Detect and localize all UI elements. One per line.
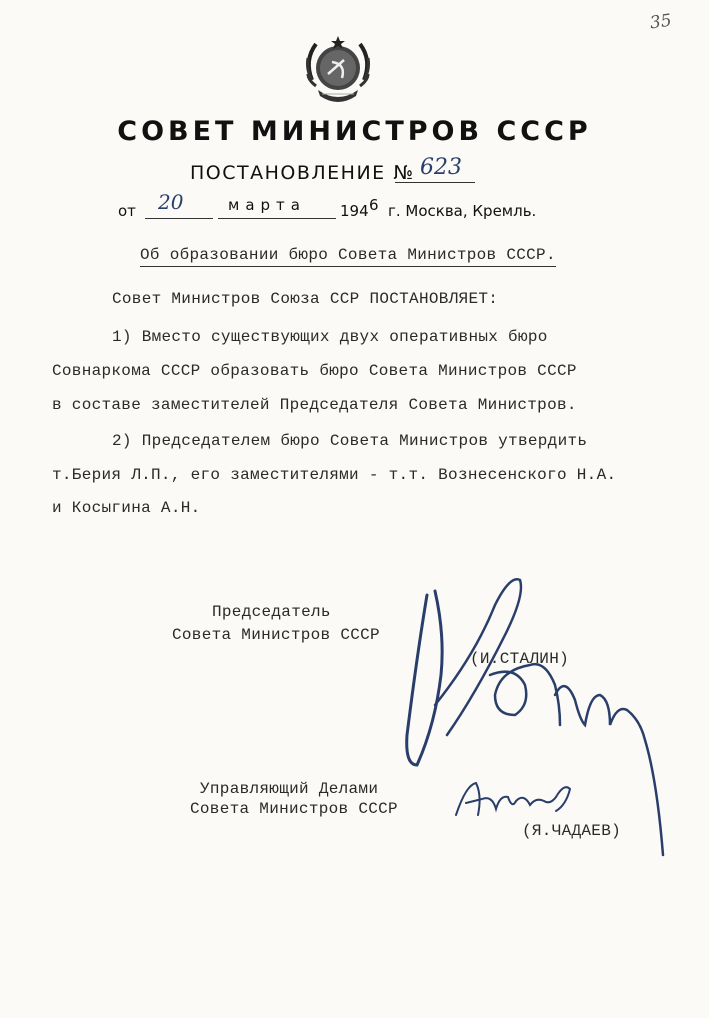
decree-number-line	[395, 182, 475, 183]
manager-title-line2: Совета Министров СССР	[190, 800, 398, 818]
document-title: СОВЕТ МИНИСТРОВ СССР	[117, 116, 592, 147]
heading: Об образовании бюро Совета Министров СССР.	[140, 246, 556, 267]
chair-name: (И.СТАЛИН)	[470, 650, 570, 668]
item2-line2: т.Берия Л.П., его заместителями - т.т. Вознесенского Н.А.	[52, 466, 617, 484]
date-day-line	[145, 218, 213, 219]
date-month: марта	[228, 196, 306, 214]
stalin-signature-icon	[395, 565, 685, 865]
chair-title-line2: Совета Министров СССР	[172, 626, 380, 644]
decree-label: ПОСТАНОВЛЕНИЕ №	[190, 162, 415, 184]
item2-line1: 2) Председателем бюро Совета Министров утвердить	[112, 432, 588, 450]
date-prefix: от	[118, 202, 136, 220]
item1-line1: 1) Вместо существующих двух оперативных бюро	[112, 328, 548, 346]
item2-line3: и Косыгина А.Н.	[52, 499, 201, 517]
item1-line2: Совнаркома СССР образовать бюро Совета Министров СССР	[52, 362, 577, 380]
preamble: Совет Министров Союза ССР ПОСТАНОВЛЯЕТ:	[112, 290, 499, 308]
item1-line3: в составе заместителей Председателя Совета Министров.	[52, 396, 577, 414]
date-year-digit: 6	[369, 196, 379, 214]
page-number: 35	[648, 10, 673, 34]
date-day: 20	[158, 190, 184, 214]
place: г. Москва, Кремль.	[388, 202, 537, 220]
manager-title-line1: Управляющий Делами	[200, 780, 379, 798]
date-month-line	[218, 218, 336, 219]
date-year-prefix: 194	[340, 202, 369, 220]
manager-name: (Я.ЧАДАЕВ)	[522, 822, 622, 840]
chadaev-signature-icon	[452, 775, 582, 825]
decree-number: 623	[420, 155, 462, 180]
chair-title-line1: Председатель	[212, 603, 331, 621]
ussr-emblem-icon	[298, 30, 378, 110]
